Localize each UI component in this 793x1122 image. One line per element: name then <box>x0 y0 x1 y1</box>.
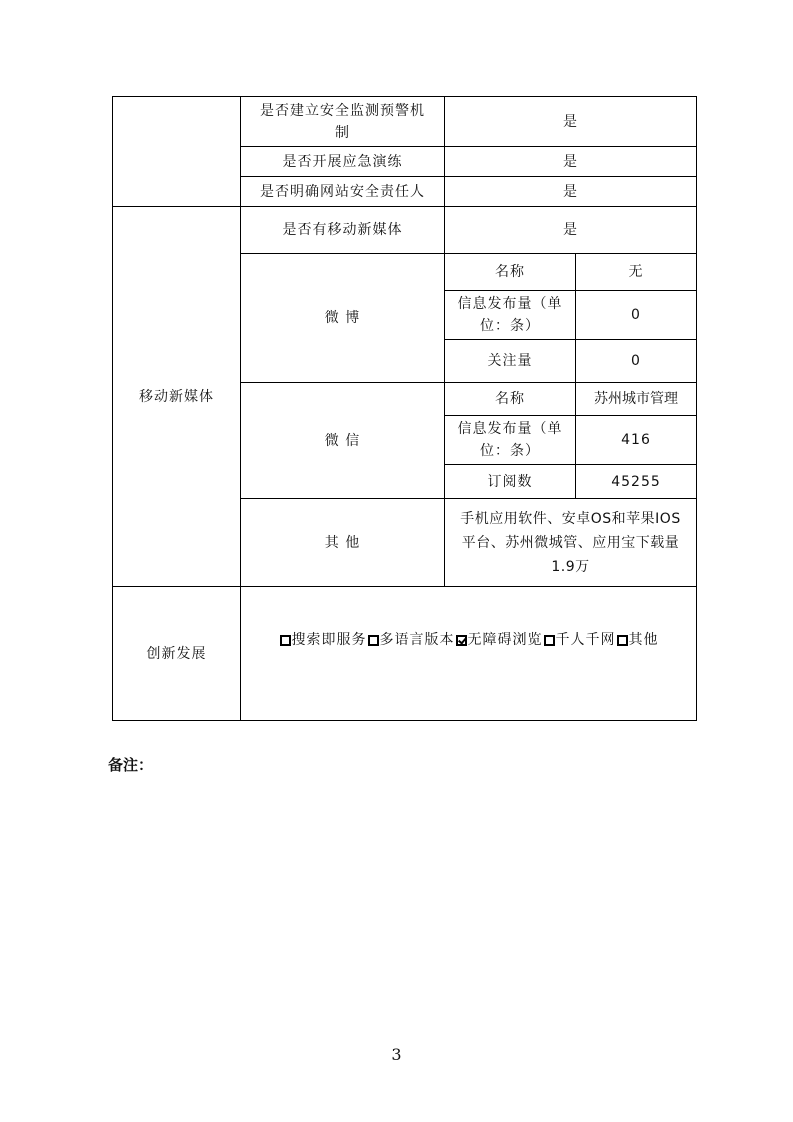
has-media-value: 是 <box>445 207 697 254</box>
wechat-posts-label: 信息发布量（单位：条） <box>445 416 576 465</box>
checkbox-icon[interactable] <box>368 635 379 646</box>
checkbox-icon[interactable] <box>280 635 291 646</box>
weibo-name-value: 无 <box>576 254 697 291</box>
innovation-options <box>241 587 697 721</box>
wechat-name-value: 苏州城市管理 <box>576 383 697 416</box>
checkbox-icon[interactable] <box>544 635 555 646</box>
weibo-posts-label: 信息发布量（单位：条） <box>445 291 576 340</box>
wechat-subs-label: 订阅数 <box>445 465 576 499</box>
table-row <box>113 207 697 254</box>
wechat-posts-value: 416 <box>576 416 697 465</box>
owner-value: 是 <box>445 177 697 207</box>
innovation-option-label: 无障碍浏览 <box>467 632 543 648</box>
page-number: 3 <box>391 1045 402 1064</box>
weibo-posts-value: 0 <box>576 291 697 340</box>
innovation-option-label: 千人千网 <box>555 632 616 648</box>
other-value: 手机应用软件、安卓OS和苹果IOS平台、苏州微城管、应用宝下载量1.9万 <box>445 499 697 587</box>
table-row <box>113 97 697 147</box>
checkbox-icon[interactable] <box>617 635 628 646</box>
weibo-name-label: 名称 <box>445 254 576 291</box>
weibo-follow-value: 0 <box>576 340 697 383</box>
has-media-label: 是否有移动新媒体 <box>241 207 445 254</box>
table-row <box>113 587 697 721</box>
drill-label: 是否开展应急演练 <box>241 147 445 177</box>
notes-label: 备注： <box>108 756 154 774</box>
innovation-option-list <box>279 632 659 648</box>
media-section-label: 移动新媒体 <box>113 207 241 587</box>
security-section-cell <box>113 97 241 207</box>
weibo-label: 微 博 <box>241 254 445 383</box>
innovation-option-label: 其他 <box>628 632 659 648</box>
innovation-label: 创新发展 <box>113 587 241 721</box>
report-table <box>112 96 697 721</box>
wechat-subs-value: 45255 <box>576 465 697 499</box>
warning-label: 是否建立安全监测预警机制 <box>241 97 445 147</box>
innovation-option-label: 多语言版本 <box>379 632 455 648</box>
checked-checkbox-icon[interactable] <box>456 635 467 646</box>
innovation-option-label: 搜索即服务 <box>291 632 367 648</box>
weibo-follow-label: 关注量 <box>445 340 576 383</box>
wechat-label: 微 信 <box>241 383 445 499</box>
wechat-name-label: 名称 <box>445 383 576 416</box>
owner-label: 是否明确网站安全责任人 <box>241 177 445 207</box>
other-label: 其 他 <box>241 499 445 587</box>
drill-value: 是 <box>445 147 697 177</box>
warning-value: 是 <box>445 97 697 147</box>
